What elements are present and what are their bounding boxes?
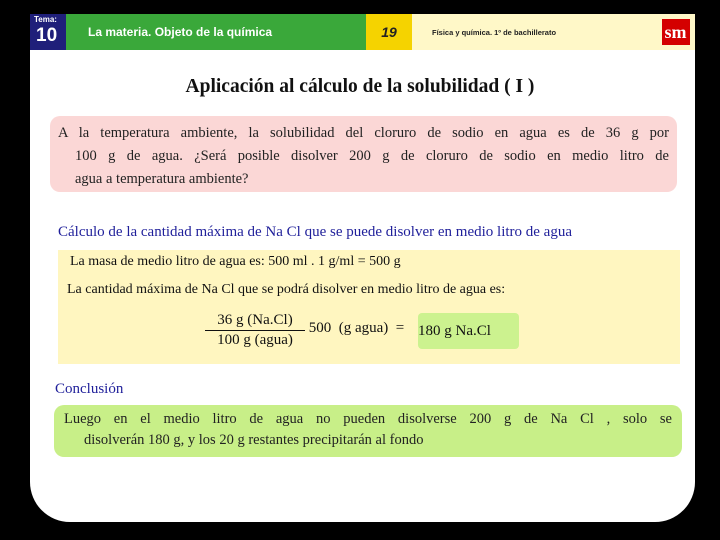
problem-line-2: 100 g de agua. ¿Será posible disolver 200 g de cloruro de sodio en medio litro de [75,148,669,164]
calc-heading: Cálculo de la cantidad máxima de Na Cl que se puede disolver en medio litro de agua [58,224,572,240]
page-title: Aplicación al cálculo de la solubilidad ( I ) [185,76,535,97]
tema-number: 10 [36,25,58,46]
problem-line-1: A la temperatura ambiente, la solubilidad del cloruro de sodio en agua es de 36 g por [58,125,669,141]
conclusion-line-1: Luego en el medio litro de agua no pueden disolverse 200 g de Na Cl , solo se [64,411,672,427]
conclusion-heading: Conclusión [55,381,124,397]
fraction [205,312,305,349]
header-bar [30,14,695,50]
result-box: 180 g Na.Cl [418,313,519,349]
fraction-numerator: 36 g (Na.Cl) [205,312,305,331]
max-line: La cantidad máxima de Na Cl que se podrá disolver en medio litro de agua es: [67,282,506,297]
page-number: 19 [366,14,412,50]
problem-line-3: agua a temperatura ambiente? [75,171,249,187]
problem-box [50,116,677,192]
conclusion-line-2: disolverán 180 g, y los 20 g restantes precipitarán al fondo [84,432,424,448]
fraction-denominator: 100 g (agua) [217,332,293,348]
unit-title: La materia. Objeto de la química [66,14,366,50]
logo-cell [656,14,695,50]
tema-label: Tema: [34,15,57,24]
sm-logo: sm [662,19,690,45]
mass-line: La masa de medio litro de agua es: 500 ml . 1 g/ml = 500 g [70,254,401,269]
conclusion-box [54,405,682,457]
tema-badge [30,14,66,50]
multiplier: 500 (g agua) = [305,320,405,336]
course-label: Física y química. 1º de bachillerato [412,14,656,50]
